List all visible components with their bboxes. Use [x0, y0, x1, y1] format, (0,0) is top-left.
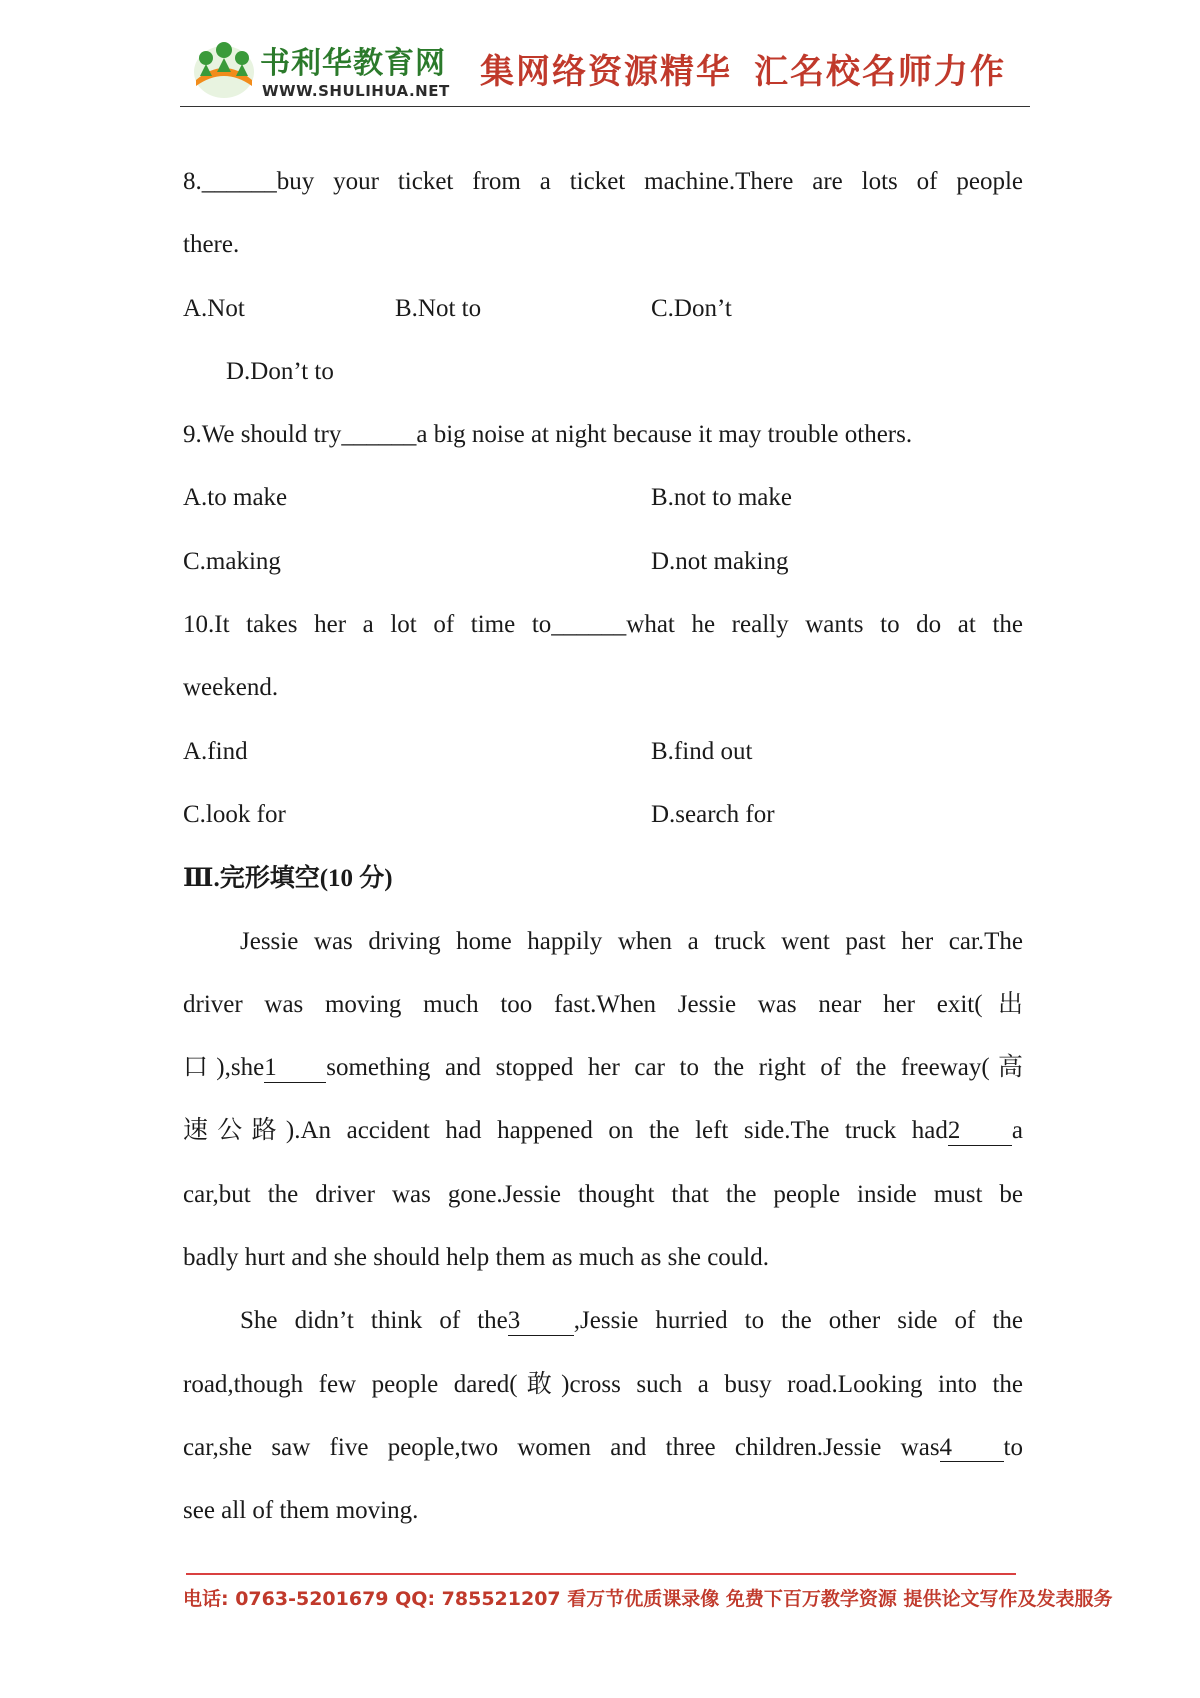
option-d: D.search for: [651, 800, 775, 828]
slogan-right: 汇名校名师力作: [754, 52, 1006, 92]
footer-divider: [186, 1573, 1016, 1575]
blank-2: 2: [948, 1117, 1012, 1146]
brand-url: WWW.SHULIHUA.NET: [262, 82, 450, 100]
question-8-options-row-2: [183, 340, 1023, 403]
passage-p2-line-3: [183, 1416, 1023, 1479]
logo-icon: [192, 36, 256, 100]
question-8-stem-line-1: 8.______buy your ticket from a ticket machine.There are lots of people: [183, 168, 1023, 195]
footer-contact: 电话: 0763-5201679 QQ: 785521207 看万节优质课录像 免费下百万教学资源 提供论文写作及发表服务: [183, 1588, 1113, 1610]
option-b: B.not to make: [651, 484, 792, 512]
question-8-options-row-1: [183, 277, 1023, 340]
brand-name: 书利华教育网: [260, 46, 446, 81]
option-a: A.to make: [183, 484, 288, 512]
question-9-options-row-1: [183, 466, 1023, 529]
text-fragment: ,Jessie hurried to the other side of the: [573, 1307, 1023, 1335]
text-fragment: car,she saw five people,two women and three children.Jessie was: [183, 1433, 940, 1461]
passage-p2-line-1: [183, 1289, 1023, 1352]
passage-p1-line-1: Jessie was driving home happily when a truck went past her car.The: [240, 927, 1023, 955]
slogan-left: 集网络资源精华: [480, 52, 732, 92]
passage-p1-line-6: badly hurt and she should help them as much as she could.: [183, 1244, 769, 1272]
document-body: [183, 150, 1023, 1543]
option-c: C.Don’t: [651, 294, 732, 322]
passage-p2-line-4: see all of them moving.: [183, 1497, 419, 1525]
text-fragment: 口),she: [183, 1054, 265, 1082]
option-c: C.making: [183, 547, 281, 575]
blank-3: 3: [508, 1307, 574, 1336]
question-10-stem-line-2: weekend.: [183, 674, 279, 702]
passage-p2-line-2: road,though few people dared(敢)cross such a busy road.Looking into the: [183, 1370, 1023, 1398]
blank-4: 4: [940, 1434, 1004, 1463]
passage-p1-line-2: driver was moving much too fast.When Jessie was near her exit(出: [183, 990, 1023, 1018]
section-heading: [183, 846, 1023, 909]
text-fragment: She didn’t think of the: [240, 1307, 508, 1335]
header-slogan: [480, 44, 1006, 93]
question-10-options-row-2: [183, 783, 1023, 846]
text-fragment: a: [1011, 1117, 1023, 1145]
header-divider: [180, 106, 1030, 107]
option-d: D.not making: [651, 547, 789, 575]
option-a: A.find: [183, 737, 248, 765]
option-b: B.find out: [651, 737, 753, 765]
question-9-stem: 9.We should try______a big noise at night because it may trouble others.: [183, 421, 913, 449]
passage-p1-line-5: car,but the driver was gone.Jessie thought that the people inside must be: [183, 1180, 1023, 1208]
section-title: 完形填空: [219, 863, 320, 893]
option-a: A.Not: [183, 294, 245, 322]
option-b: B.Not to: [395, 294, 482, 322]
text-fragment: 速公路).An accident had happened on the left side.The truck had: [183, 1117, 948, 1145]
question-8-stem-line-2: there.: [183, 231, 240, 259]
passage-p1-line-3: [183, 1036, 1023, 1099]
blank-1: 1: [264, 1054, 326, 1083]
question-9-options-row-2: [183, 530, 1023, 593]
text-fragment: something and stopped her car to the right of the freeway(高: [326, 1054, 1024, 1082]
question-10-stem-line-1: 10.It takes her a lot of time to______what he really wants to do at the: [183, 611, 1023, 639]
text-fragment: to: [1003, 1433, 1023, 1461]
section-number: Ⅲ.: [183, 865, 220, 893]
option-c: C.look for: [183, 800, 286, 828]
passage-p1-line-4: [183, 1099, 1023, 1162]
section-score: (10 分): [319, 865, 393, 893]
question-10-options-row-1: [183, 720, 1023, 783]
option-d: D.Don’t to: [226, 357, 334, 385]
page-header: [180, 28, 1030, 108]
